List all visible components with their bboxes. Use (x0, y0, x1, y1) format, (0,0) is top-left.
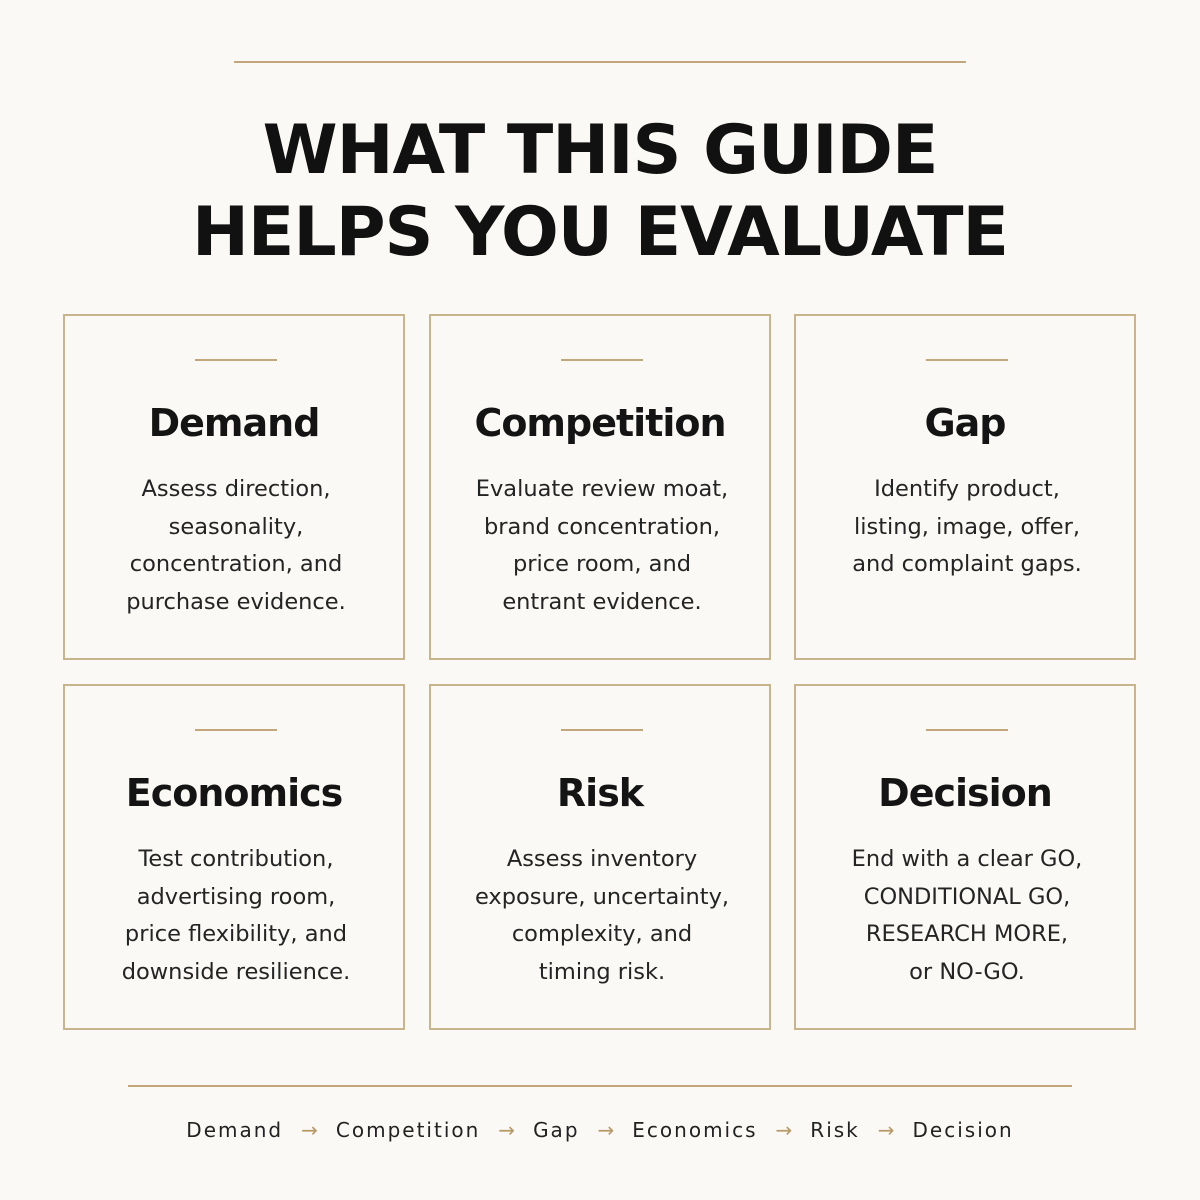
flow-step-economics: Economics (632, 1118, 758, 1142)
card-risk (429, 684, 771, 1030)
card-description-line: advertising room, (136, 883, 336, 910)
card-accent-line (195, 729, 277, 731)
arrow-right-icon: → (597, 1118, 615, 1142)
card-description-line: exposure, uncertainty, (474, 883, 730, 910)
card-description (459, 471, 745, 621)
card-description-line: price flexibility, and (124, 921, 348, 947)
card-description-line: price room, and (513, 551, 691, 577)
card-description-line: timing risk. (538, 958, 666, 985)
flow-step-risk: Risk (810, 1118, 860, 1142)
card-description-line: brand concentration, (484, 513, 720, 540)
card-title: Risk (556, 771, 644, 815)
arrow-right-icon: → (301, 1118, 318, 1142)
card-accent-line (926, 359, 1008, 361)
card-description-line: End with a clear GO, (851, 846, 1083, 872)
card-decision (794, 684, 1136, 1030)
card-description-line: CONDITIONAL GO, (863, 883, 1071, 910)
page-title-line-1: WHAT THIS GUIDE (262, 111, 938, 190)
card-description-line: entrant evidence. (502, 588, 702, 615)
card-demand (63, 314, 405, 660)
card-description (93, 841, 379, 991)
card-description (824, 841, 1110, 991)
card-description-line: Assess inventory (506, 846, 698, 872)
card-description-line: downside resilience. (121, 958, 351, 985)
card-description-line: Test contribution, (138, 846, 334, 872)
card-accent-line (561, 729, 643, 731)
card-description-line: seasonality, (168, 513, 304, 540)
card-description-line: and complaint gaps. (852, 551, 1082, 577)
flow-step-demand: Demand (186, 1118, 284, 1142)
card-description-line: or NO-GO. (909, 958, 1025, 985)
bottom-divider (128, 1085, 1072, 1087)
flow-step-competition: Competition (335, 1118, 481, 1142)
card-description-line: Assess direction, (141, 476, 331, 502)
card-description-line: Identify product, (874, 476, 1060, 502)
card-title: Decision (878, 771, 1052, 815)
card-description (93, 471, 379, 621)
flow-step-gap: Gap (533, 1118, 580, 1142)
card-title: Economics (125, 771, 343, 815)
card-description-line: Evaluate review moat, (475, 476, 729, 502)
page-title (0, 110, 1200, 274)
flow-step-decision: Decision (912, 1118, 1014, 1142)
arrow-right-icon: → (877, 1118, 895, 1142)
card-gap (794, 314, 1136, 660)
page-title-line-2: HELPS YOU EVALUATE (192, 193, 1008, 272)
card-economics (63, 684, 405, 1030)
card-description (824, 471, 1110, 584)
top-divider (234, 61, 966, 63)
card-title: Demand (148, 401, 320, 445)
card-description-line: concentration, and (129, 551, 343, 577)
card-description-line: RESEARCH MORE, (865, 921, 1069, 947)
arrow-right-icon: → (498, 1118, 516, 1142)
card-title: Gap (924, 401, 1006, 445)
card-accent-line (195, 359, 277, 361)
card-description-line: purchase evidence. (126, 588, 346, 615)
arrow-right-icon: → (775, 1118, 793, 1142)
card-competition (429, 314, 771, 660)
card-description (459, 841, 745, 991)
card-description-line: complexity, and (511, 921, 693, 947)
card-description-line: listing, image, offer, (853, 513, 1081, 540)
card-title: Competition (474, 401, 726, 445)
process-flow (0, 1112, 1200, 1148)
card-accent-line (926, 729, 1008, 731)
card-accent-line (561, 359, 643, 361)
